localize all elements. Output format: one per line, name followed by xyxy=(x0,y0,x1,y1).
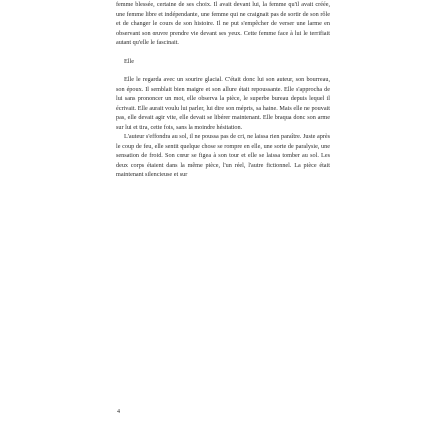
paragraph-4: L'auteur s'effondra au sol, il ne poussa pas de cri, ne laissa rien paraître. Juste après le coup de feu, elle sentit quelque chose se rompre en elle, une sorte de paralysie, une sensation de froid. Son cœur se figea à son tour et elle se laissa tomber au sol. Les deux corps étaient dans la même pièce, l'un réel, l'autre fictionnel. La pièce était maintenant silencieuse et sur xyxy=(116,133,330,178)
paragraph-2: Elle xyxy=(124,57,134,65)
body-text xyxy=(116,0,330,180)
paragraph-3: Elle le regarda avec un sourire glacial. C'était donc lui son auteur, son bourreau, son époux. Il semblait bien maigre et son allure était repoussante. Elle s'approcha de lui sans prononcer un mot, elle observa la pièce, le superbe bureau depuis lequel il écrivait. Elle aurait voulu lui parler, lui dire son mépris, sa haine. Mais elle ne pouvait pas, elle devait agir vite, elle devait se libérer maintenant. Elle braqua donc son arme sur lui et tira, cette fois, sans la moindre hésitation. xyxy=(116,76,330,131)
page-number: 4 xyxy=(117,409,120,415)
paragraph-1: femme blessée, certaine de ses choix. Il avait devant lui, la femme qu'il avait créée, une femme libre et indépendante, une femme qui ne craignait pas de sortir de son rôle et de changer le cours de son histoire. Il ne put s'empêcher de verser une larme en observant son œuvre prendre vie devant ses yeux. Cette femme face à lui le terrifiait autant qu'elle le fascinait. xyxy=(116,1,330,46)
